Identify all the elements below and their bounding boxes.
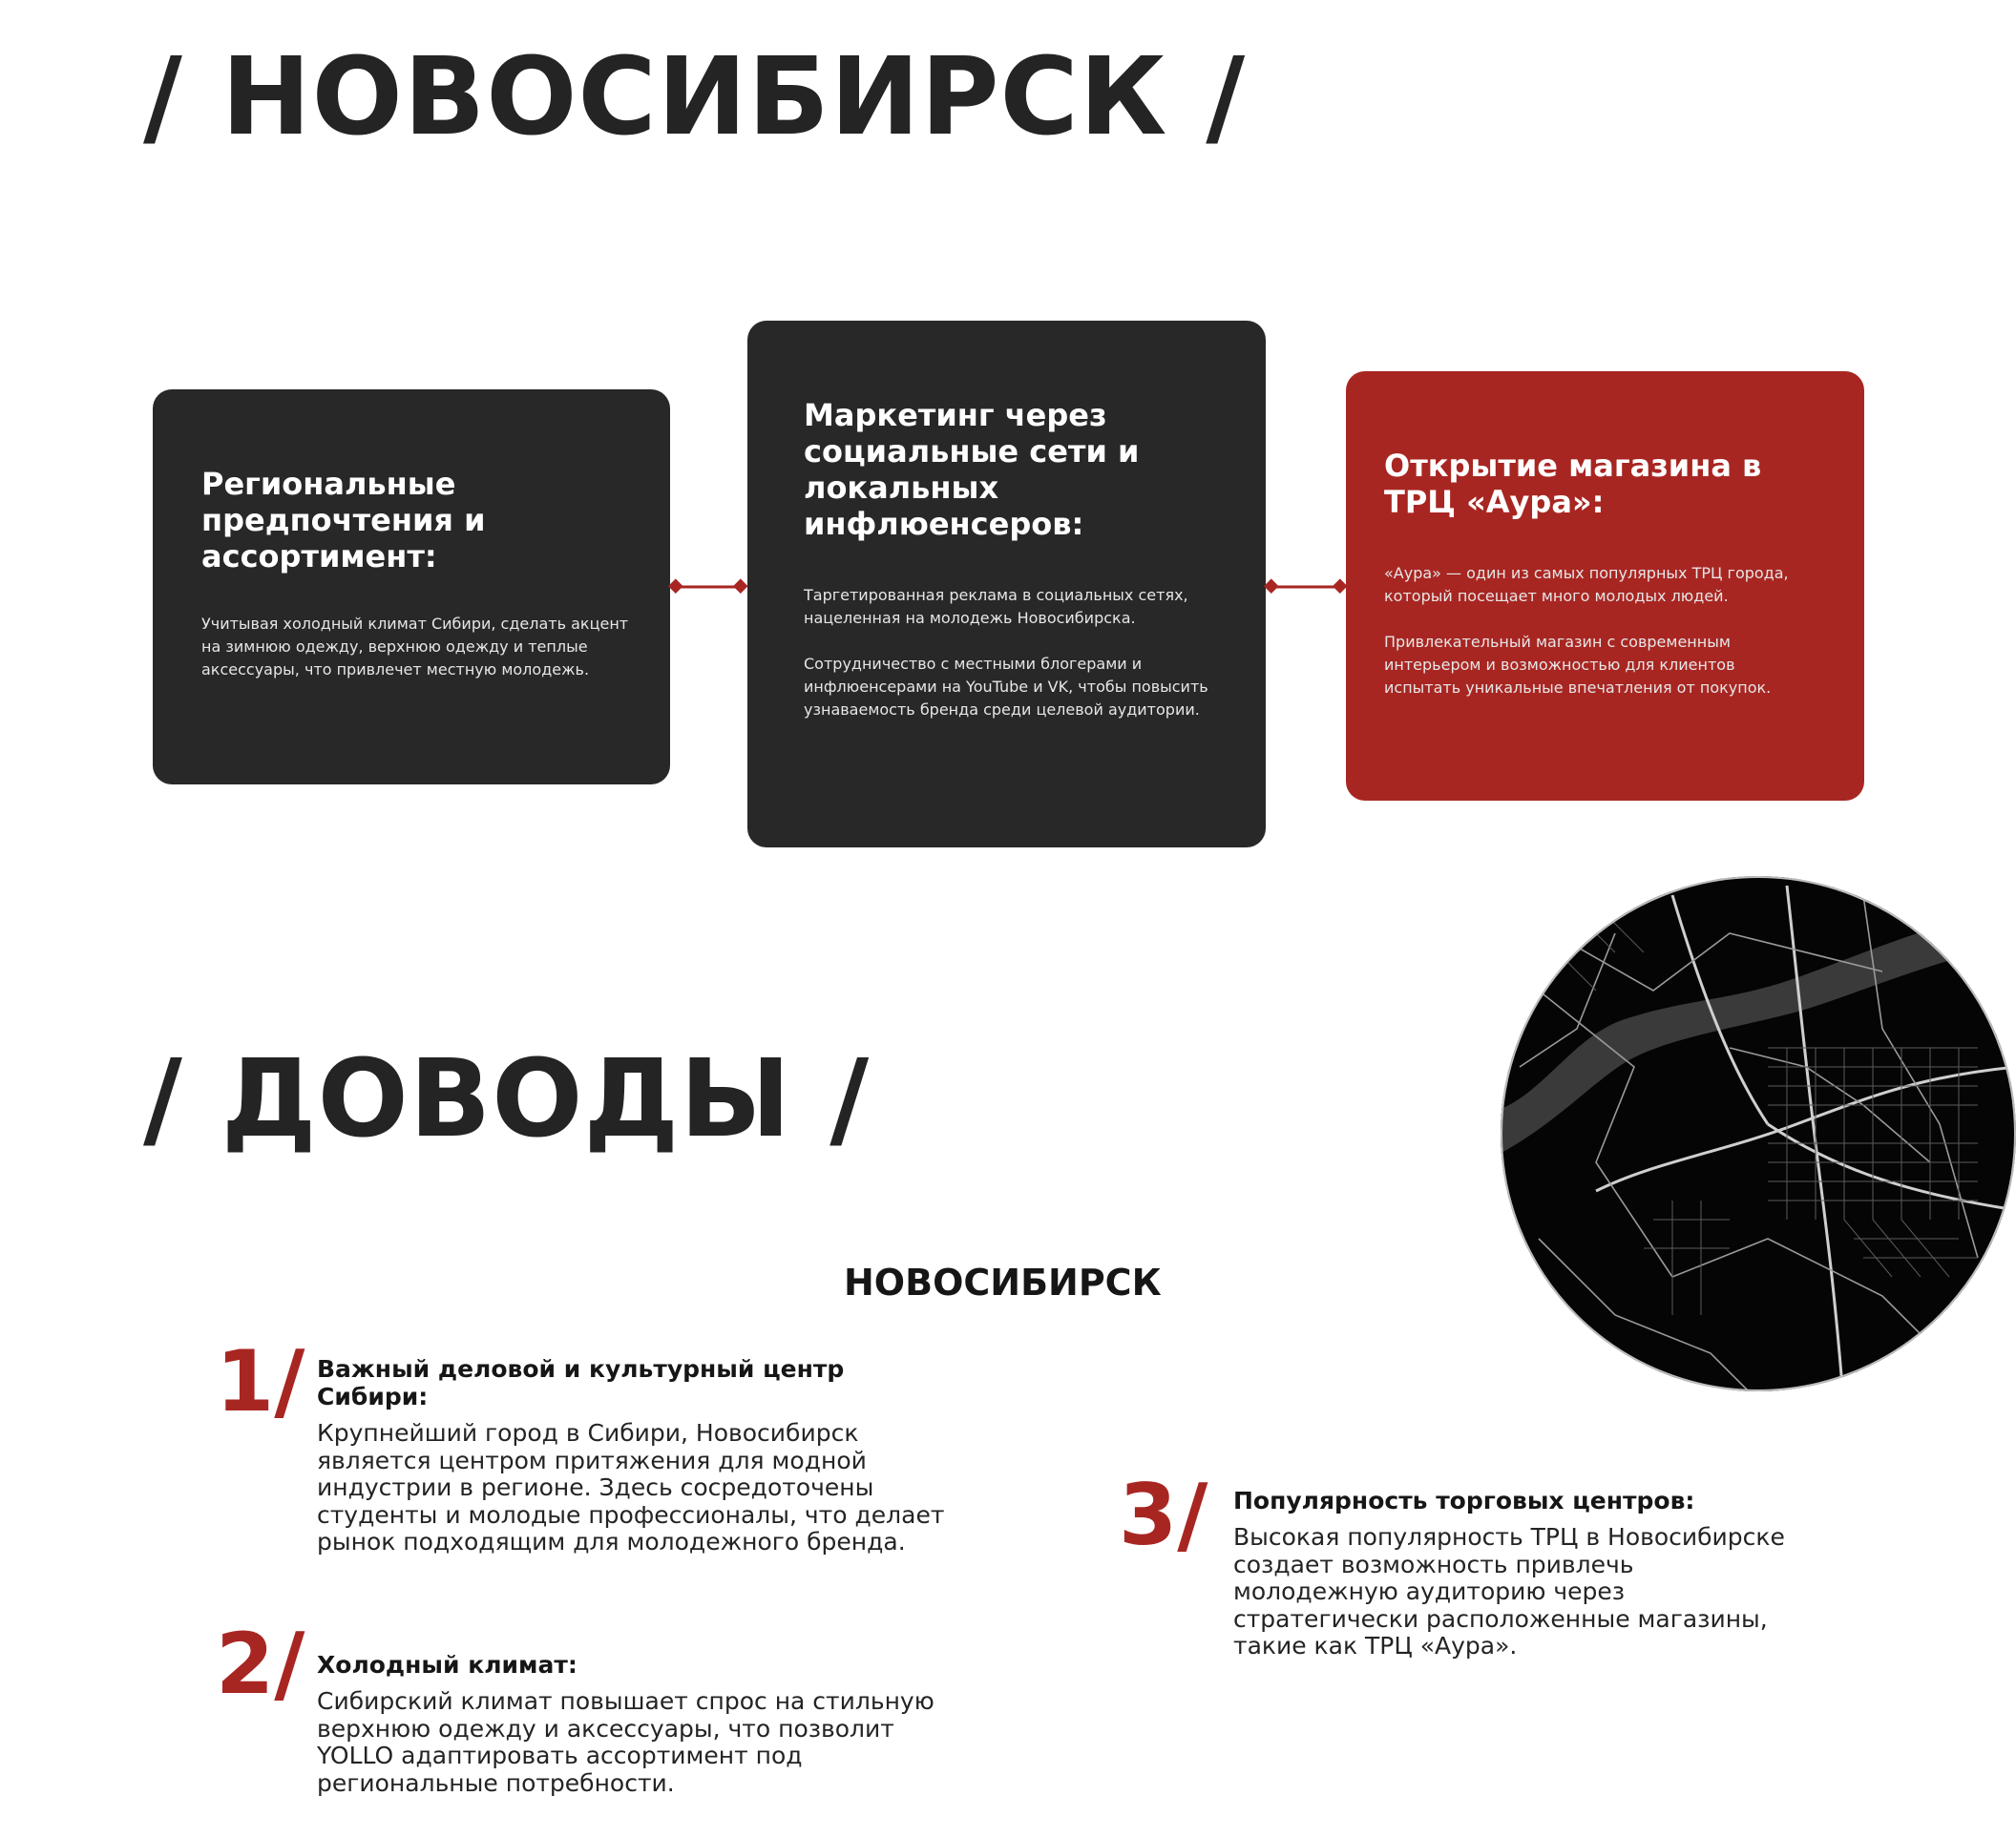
page-title: / НОВОСИБИРСК / [143, 35, 1247, 159]
argument-title: Важный деловой и культурный центр Сибири: [317, 1355, 845, 1410]
card-title: Маркетинг через социальные сети и локальных инфлюенсеров: [804, 397, 1140, 542]
argument-item [317, 1355, 947, 1556]
card-store-opening [1346, 371, 1864, 801]
argument-item [317, 1651, 947, 1797]
city-map-image [1481, 876, 2016, 1410]
connector-line [1264, 575, 1350, 598]
argument-item [1233, 1487, 1806, 1660]
card-title: Открытие магазина в ТРЦ «Аура»: [1384, 448, 1762, 520]
card-text: Привлекательный магазин с современным интерьером и возможностью для клиентов испытать уникальные впечатления от покупок. [1384, 633, 1772, 697]
argument-title: Популярность торговых центров: [1233, 1487, 1695, 1514]
argument-title: Холодный климат: [317, 1651, 578, 1679]
card-text: Сотрудничество с местными блогерами и инфлюенсерами на YouTube и VK, чтобы повысить узнаваемость бренда среди целевой аудитории. [804, 655, 1208, 719]
card-text: «Аура» — один из самых популярных ТРЦ города, который посещает много молодых людей. [1384, 564, 1789, 605]
argument-text: Крупнейший город в Сибири, Новосибирск является центром притяжения для модной индустрии в регионе. Здесь сосредоточены студенты и молодые профессионалы, что делает рынок подходящим для молодежного бренда. [317, 1419, 945, 1556]
argument-number: 1/ [216, 1332, 305, 1431]
argument-text: Высокая популярность ТРЦ в Новосибирске создает возможность привлечь молодежную аудиторию через стратегически расположенные магазины, такие как ТРЦ «Аура». [1233, 1523, 1785, 1660]
card-regional-preferences [153, 389, 670, 784]
section-title: / ДОВОДЫ / [143, 1037, 871, 1161]
map-caption: НОВОСИБИРСК [844, 1262, 1162, 1304]
card-title: Региональные предпочтения и ассортимент: [201, 466, 486, 574]
argument-number: 3/ [1119, 1466, 1208, 1564]
argument-text: Сибирский климат повышает спрос на стильную верхнюю одежду и аксессуары, что позволит YOLLO адаптировать ассортимент под региональные потребности. [317, 1687, 934, 1797]
card-social-marketing [747, 321, 1266, 847]
card-text: Учитывая холодный климат Сибири, сделать акцент на зимнюю одежду, верхнюю одежду и теплые аксессуары, что привлечет местную молодежь. [201, 615, 629, 679]
connector-line [668, 575, 750, 598]
argument-number: 2/ [216, 1615, 305, 1713]
card-text: Таргетированная реклама в социальных сетях, нацеленная на молодежь Новосибирска. [804, 586, 1188, 627]
